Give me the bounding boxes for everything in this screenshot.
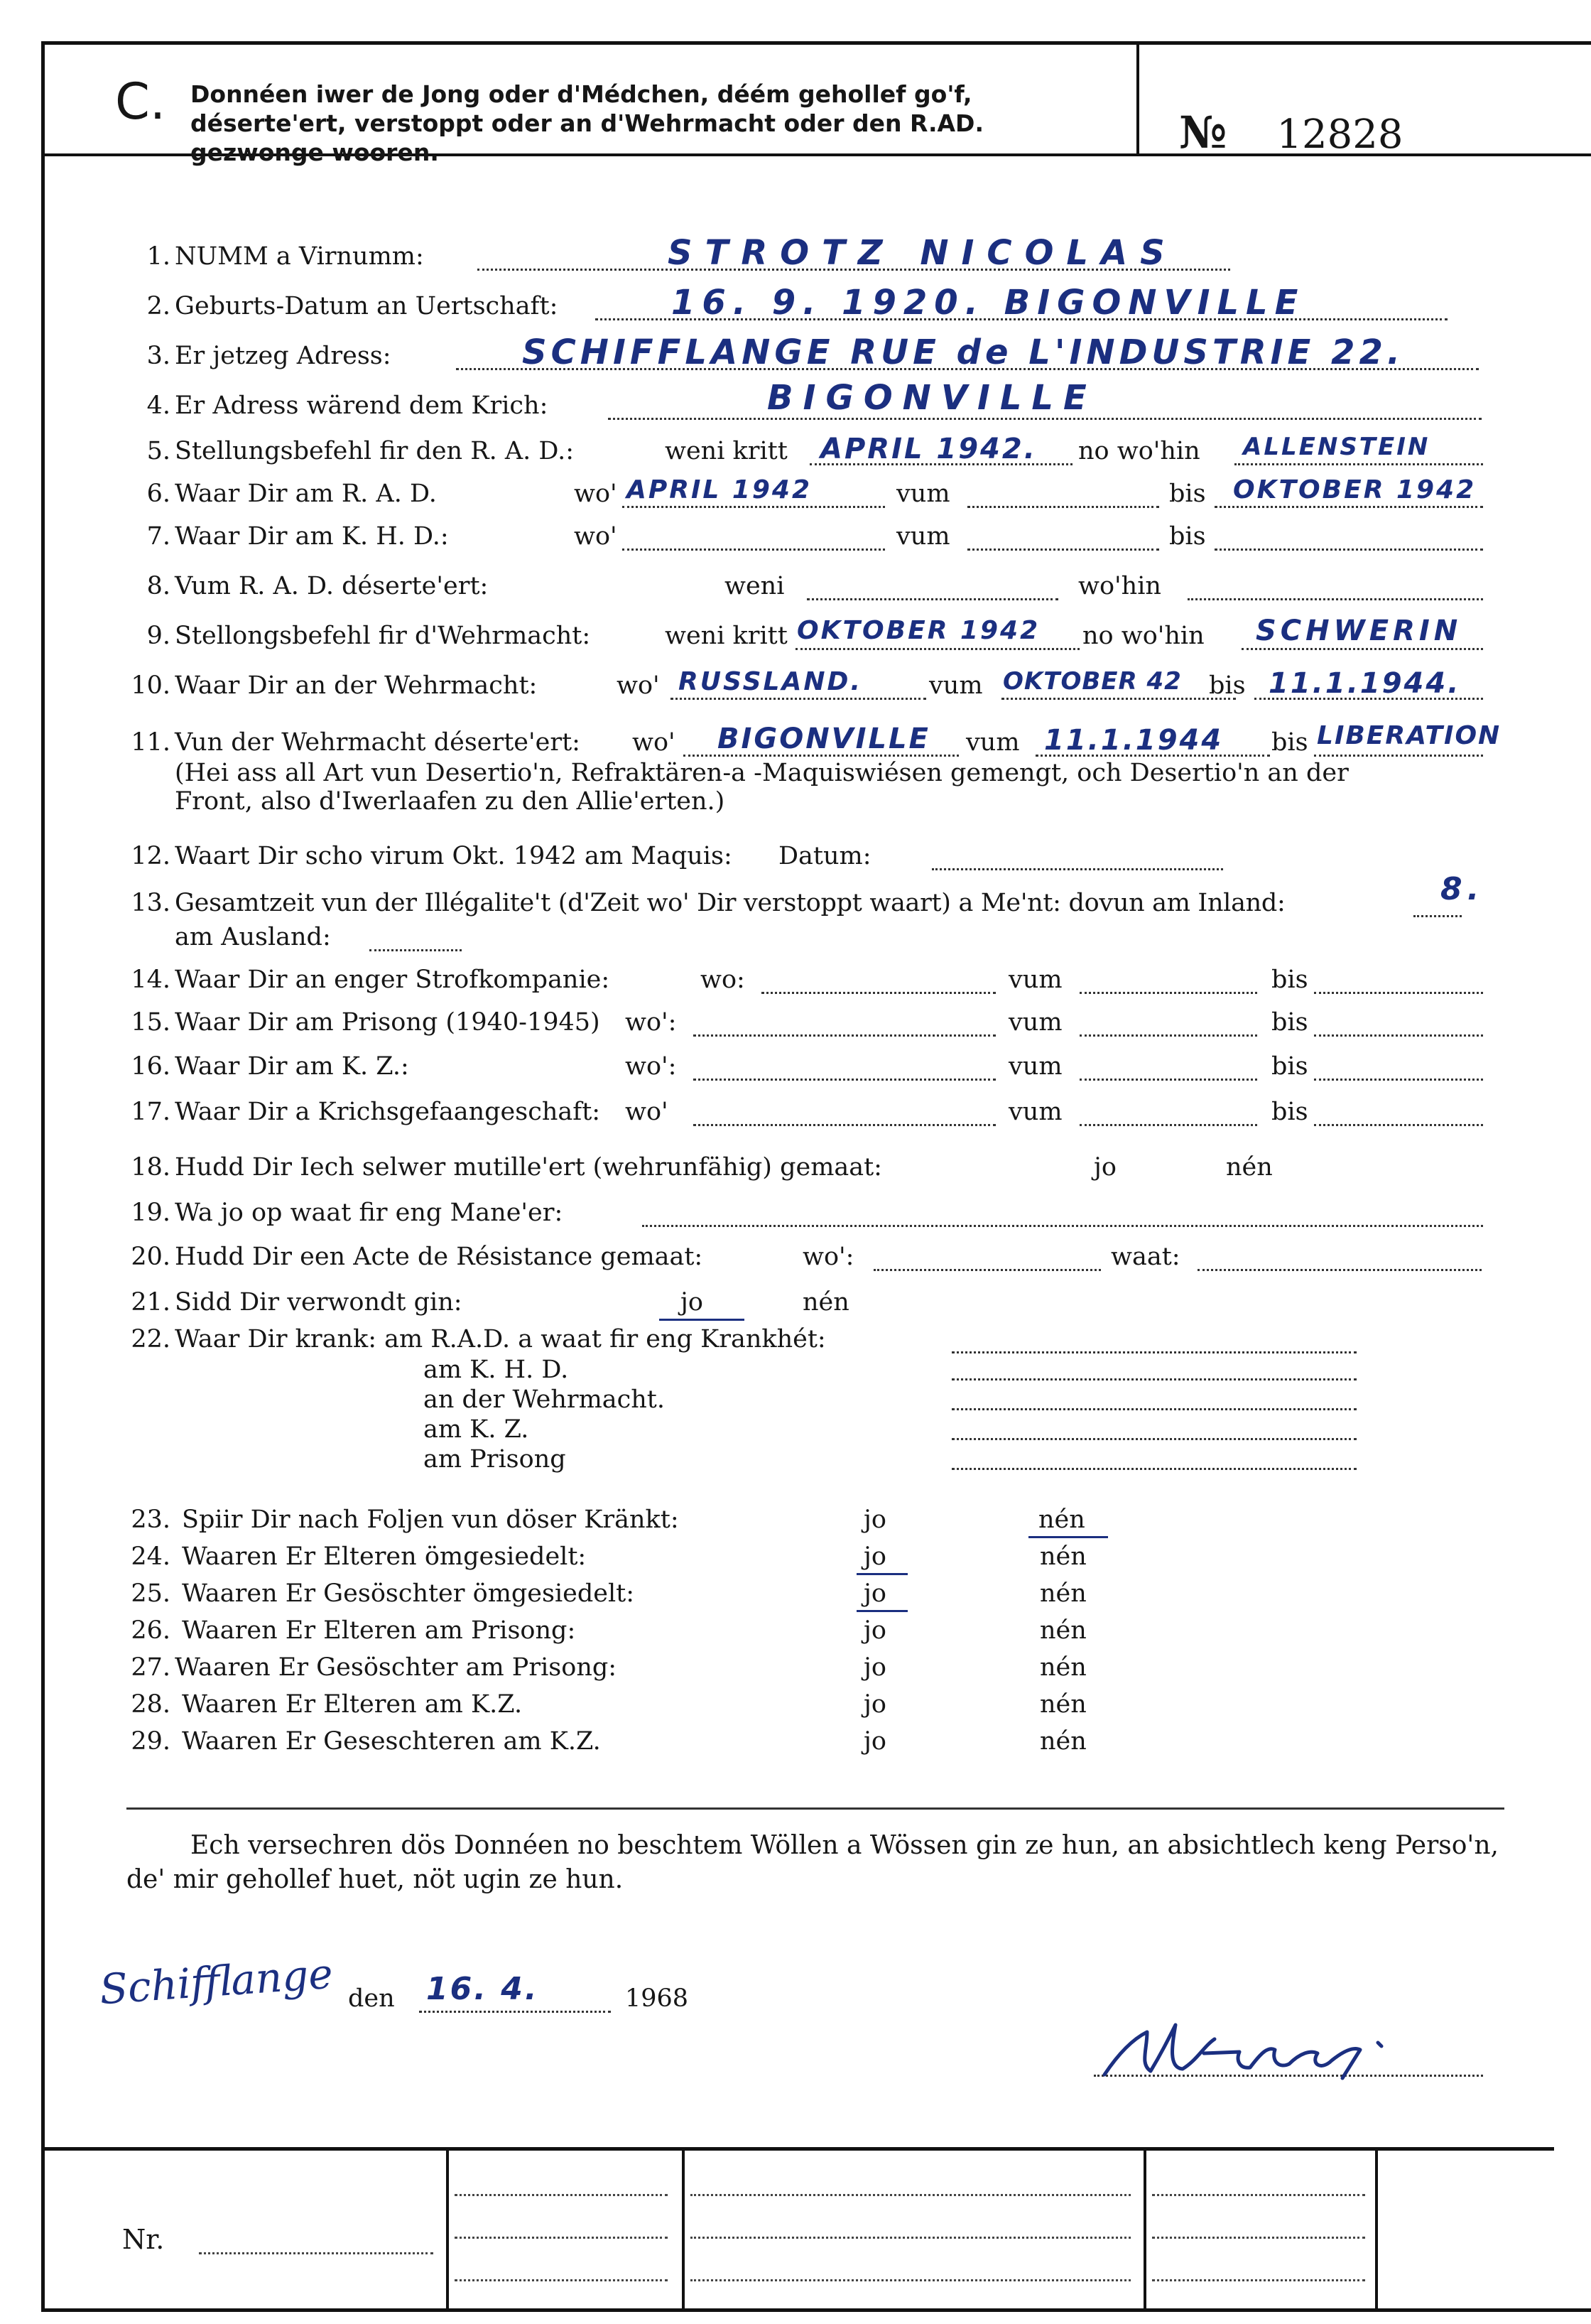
answer-line[interactable] <box>642 1225 1483 1227</box>
row-number: 25. <box>131 1579 170 1608</box>
yes-option[interactable]: jo <box>864 1506 886 1534</box>
field-key: bis <box>1271 1098 1308 1126</box>
form-row-14 <box>0 961 1591 999</box>
war-address-answer: BIGONVILLE <box>767 378 1097 418</box>
field-key: no wo'hin <box>1082 622 1205 650</box>
row-label: Stellongsbefehl fir d'Wehrmacht: <box>175 622 591 650</box>
answer-line[interactable] <box>796 648 1080 650</box>
row-number: 16. <box>131 1052 170 1081</box>
grid-line[interactable] <box>690 2194 1131 2196</box>
field-key: waat: <box>1111 1243 1180 1271</box>
row-label: Vun der Wehrmacht déserte'ert: <box>175 728 580 757</box>
answer-line[interactable] <box>622 548 885 551</box>
no-option[interactable]: nén <box>1040 1542 1087 1571</box>
nr-line[interactable] <box>199 2252 433 2254</box>
form-row-13 <box>0 871 1591 922</box>
field-key: bis <box>1271 1052 1308 1081</box>
year-label: 1968 <box>625 1984 689 2013</box>
row-number: 24. <box>131 1542 170 1571</box>
form-number <box>1179 107 1403 158</box>
form-row-26 <box>0 1611 1591 1650</box>
declaration-text: Ech versechren dös Donnéen no beschtem Wöllen a Wössen gin ze hun, an absichtlech keng Perso'n, de' mir gehollef huet, nöt ugin ze hun. <box>126 1831 1499 1894</box>
grid-line[interactable] <box>690 2237 1131 2239</box>
field-key: bis <box>1169 522 1206 551</box>
field-key: wo: <box>700 966 745 994</box>
form-row-25 <box>0 1574 1591 1613</box>
field-key: vum <box>896 480 950 508</box>
field-key: bis <box>1271 1008 1308 1037</box>
form-row-11 <box>0 723 1591 762</box>
field-key: weni kritt <box>665 437 788 465</box>
row-label: Waar Dir am R. A. D. <box>175 480 437 508</box>
row-number: 22. <box>131 1325 170 1353</box>
answer-line[interactable] <box>1314 755 1483 757</box>
wehrmacht-order-place-answer: SCHWERIN <box>1256 615 1462 647</box>
answer-line[interactable] <box>967 548 1159 551</box>
grid-line[interactable] <box>690 2279 1131 2281</box>
field-key: wo': <box>625 1008 677 1037</box>
form-row-4 <box>0 378 1591 425</box>
number-value: 12828 <box>1276 112 1403 158</box>
row-label: Er jetzeg Adress: <box>175 342 391 370</box>
form-row-6 <box>0 475 1591 513</box>
row-label: Waaren Er Elteren am K.Z. <box>182 1690 523 1719</box>
row-label: Waar Dir a Krichsgefaangeschaft: <box>175 1098 601 1126</box>
form-row-24 <box>0 1537 1591 1576</box>
field-key: weni kritt <box>665 622 788 650</box>
grid-line[interactable] <box>1152 2194 1365 2196</box>
answer-line[interactable] <box>1080 1034 1257 1037</box>
no-option[interactable]: nén <box>1040 1653 1087 1682</box>
row-number: 9. <box>146 622 170 650</box>
row-label: Waar Dir an der Wehrmacht: <box>175 671 538 700</box>
form-row-23 <box>0 1501 1591 1539</box>
field-key: vum <box>896 522 950 551</box>
bottom-rule <box>41 2147 1554 2151</box>
answer-line[interactable] <box>952 1438 1357 1440</box>
no-option[interactable]: nén <box>1040 1690 1087 1719</box>
answer-line[interactable] <box>1314 1034 1483 1037</box>
grid-line[interactable] <box>1152 2237 1365 2239</box>
answer-line[interactable] <box>967 506 1159 508</box>
answer-line[interactable] <box>670 698 926 700</box>
row-label: Wa jo op waat fir eng Mane'er: <box>175 1199 563 1227</box>
answer-line[interactable] <box>952 1408 1357 1410</box>
answer-line[interactable] <box>1234 463 1483 465</box>
grid-divider <box>682 2149 685 2312</box>
yes-option[interactable]: jo <box>864 1616 886 1645</box>
field-key: vum <box>966 728 1020 757</box>
answer-line[interactable] <box>1413 915 1462 917</box>
field-key: wo' <box>632 728 675 757</box>
row-label: am Ausland: <box>175 923 331 951</box>
no-option[interactable]: nén <box>1040 1579 1087 1608</box>
form-row-5 <box>0 432 1591 470</box>
field-key: weni <box>724 572 785 600</box>
row-label: Gesamtzeit vun der Illégalite't (d'Zeit wo' Dir verstoppt waart) a Me'nt: dovun am Inland: <box>175 889 1286 917</box>
no-option[interactable]: nén <box>1226 1153 1273 1182</box>
row-label: Stellungsbefehl fir den R. A. D.: <box>175 437 575 465</box>
form-row-19 <box>0 1194 1591 1232</box>
rad-date-answer: APRIL 1942. <box>820 433 1037 465</box>
row-number: 14. <box>131 966 170 994</box>
field-key: wo' <box>574 522 617 551</box>
row-label: Waaren Er Gesöschter ömgesiedelt: <box>182 1579 635 1608</box>
answer-line[interactable] <box>608 418 1482 420</box>
number-symbol: № <box>1179 107 1227 158</box>
answer-line[interactable] <box>1215 548 1483 551</box>
row-11-note: (Hei ass all Art vun Desertio'n, Refraktären-a -Maquiswiésen gemengt, och Desertio'n an der <box>175 759 1349 787</box>
field-key: vum <box>1009 1008 1063 1037</box>
row-number: 28. <box>131 1690 170 1719</box>
field-key: wo': <box>803 1243 854 1271</box>
row-number: 19. <box>131 1199 170 1227</box>
signature <box>1097 2011 1396 2085</box>
form-row-27 <box>0 1648 1591 1687</box>
row-number: 2. <box>146 292 170 320</box>
birth-answer: 16. 9. 1920. BIGONVILLE <box>671 283 1305 323</box>
row-label: Er Adress wärend dem Krich: <box>175 391 548 420</box>
form-row-1 <box>0 233 1591 276</box>
answer-line[interactable] <box>1080 1079 1257 1081</box>
field-key: wo' <box>574 480 617 508</box>
row-number: 17. <box>131 1098 170 1126</box>
desert-where-answer: BIGONVILLE <box>717 723 930 755</box>
row-11-note: Front, also d'Iwerlaafen zu den Allie'erten.) <box>175 787 725 816</box>
row-label: NUMM a Virnumm: <box>175 242 424 271</box>
answer-line[interactable] <box>1314 1079 1483 1081</box>
row-label: Waaren Er Elteren am Prisong: <box>182 1616 576 1645</box>
form-row-2 <box>0 283 1591 325</box>
grid-divider <box>1375 2149 1378 2312</box>
form-row-12 <box>0 837 1591 875</box>
yes-option[interactable]: jo <box>680 1288 703 1317</box>
row-label: Waar Dir an enger Strofkompanie: <box>175 966 610 994</box>
answer-line[interactable] <box>1314 992 1483 994</box>
answer-line[interactable] <box>622 506 885 508</box>
wehrmacht-from-answer: OKTOBER 42 <box>1003 667 1182 696</box>
yes-option[interactable]: jo <box>864 1690 886 1719</box>
answer-line[interactable] <box>369 949 462 951</box>
grid-divider <box>1144 2149 1146 2312</box>
answer-line[interactable] <box>952 1351 1357 1353</box>
row-label: Sidd Dir verwondt gin: <box>175 1288 462 1317</box>
answer-line[interactable] <box>807 598 1058 600</box>
grid-line[interactable] <box>1152 2279 1365 2281</box>
no-option[interactable]: nén <box>1040 1616 1087 1645</box>
yes-option[interactable]: jo <box>864 1542 886 1571</box>
field-key: bis <box>1271 966 1308 994</box>
field-key: Datum: <box>778 842 871 870</box>
form-row-18 <box>0 1148 1591 1187</box>
field-key: wo': <box>625 1052 677 1081</box>
grid-line[interactable] <box>455 2194 668 2196</box>
row-number: 23. <box>131 1506 170 1534</box>
address-answer: SCHIFFLANGE RUE de L'INDUSTRIE 22. <box>522 333 1405 372</box>
row-label: Hudd Dir een Acte de Résistance gemaat: <box>175 1243 703 1271</box>
answer-line[interactable] <box>693 1079 996 1081</box>
row-number: 11. <box>131 728 170 757</box>
row-label: Waar Dir am K. H. D.: <box>175 522 449 551</box>
row-number: 5. <box>146 437 170 465</box>
yes-option[interactable]: jo <box>864 1579 886 1608</box>
name-answer: STROTZ NICOLAS <box>668 233 1178 273</box>
rad-place-answer: ALLENSTEIN <box>1243 433 1430 461</box>
row-label: Waar Dir am K. Z.: <box>175 1052 409 1081</box>
answer-line[interactable] <box>1215 506 1483 508</box>
form-row-16 <box>0 1047 1591 1086</box>
answer-line[interactable] <box>1188 598 1483 600</box>
field-key: vum <box>929 671 983 700</box>
row-number: 10. <box>131 671 170 700</box>
wehrmacht-until-answer: 11.1.1944. <box>1269 667 1461 700</box>
form-row-3 <box>0 333 1591 375</box>
row-label: Waaren Er Geseschteren am K.Z. <box>182 1727 601 1756</box>
form-row-15 <box>0 1003 1591 1042</box>
section-divider <box>126 1807 1504 1810</box>
field-key: vum <box>1009 1098 1063 1126</box>
grid-line[interactable] <box>455 2279 668 2281</box>
field-key: bis <box>1169 480 1206 508</box>
row-number: 21. <box>131 1288 170 1317</box>
form-title: Donnéen iwer de Jong oder d'Médchen, déém gehollef go'f, déserte'ert, verstoppt oder an d'Wehrmacht oder den R.AD. gezwonge wooren. <box>190 80 984 166</box>
row-label: Geburts-Datum an Uertschaft: <box>175 292 558 320</box>
date-answer: 16. 4. <box>426 1971 539 2007</box>
answer-line[interactable] <box>1314 1124 1483 1126</box>
desert-until-answer: LIBERATION <box>1317 721 1502 750</box>
rad-where-answer: APRIL 1942 <box>626 475 813 504</box>
no-option[interactable]: nén <box>803 1288 849 1317</box>
form-row-22 <box>0 1320 1591 1358</box>
row-number: 7. <box>146 522 170 551</box>
yes-option[interactable]: jo <box>1094 1153 1117 1182</box>
wehrmacht-order-date-answer: OKTOBER 1942 <box>797 616 1041 645</box>
no-option[interactable]: nén <box>1040 1727 1087 1756</box>
illness-sub-label: an der Wehrmacht. <box>423 1385 666 1414</box>
answer-line[interactable] <box>693 1124 996 1126</box>
row-number: 6. <box>146 480 170 508</box>
no-option[interactable]: nén <box>1038 1506 1085 1534</box>
grid-line[interactable] <box>455 2237 668 2239</box>
row-number: 27. <box>131 1653 170 1682</box>
answer-line[interactable] <box>874 1269 1101 1271</box>
yes-option[interactable]: jo <box>864 1653 886 1682</box>
answer-line[interactable] <box>693 1034 996 1037</box>
row-label: Spiir Dir nach Foljen vun döser Kränkt: <box>182 1506 679 1534</box>
nr-label: Nr. <box>122 2224 165 2255</box>
row-label: Waaren Er Elteren ömgesiedelt: <box>182 1542 587 1571</box>
row-label: Waar Dir am Prisong (1940-1945) <box>175 1008 600 1037</box>
grid-divider <box>446 2149 449 2312</box>
form-row-8 <box>0 567 1591 605</box>
form-row-17 <box>0 1093 1591 1131</box>
illness-sub-label: am Prisong <box>423 1445 566 1474</box>
illness-sub-label: am K. Z. <box>423 1415 529 1444</box>
den-label: den <box>348 1984 395 2013</box>
form-row-7 <box>0 517 1591 556</box>
row-label: Vum R. A. D. déserte'ert: <box>175 572 489 600</box>
answer-line[interactable] <box>952 1378 1357 1380</box>
row-label: Waar Dir krank: am R.A.D. a waat fir eng Krankhét: <box>175 1325 826 1353</box>
form-row-13-abroad <box>0 918 1591 956</box>
row-number: 1. <box>146 242 170 271</box>
field-key: bis <box>1209 671 1246 700</box>
answer-line[interactable] <box>1080 1124 1257 1126</box>
form-row-29 <box>0 1722 1591 1761</box>
row-number: 12. <box>131 842 170 870</box>
row-number: 4. <box>146 391 170 420</box>
wehrmacht-where-answer: RUSSLAND. <box>678 667 863 696</box>
field-key: bis <box>1271 728 1308 757</box>
yes-option[interactable]: jo <box>864 1727 886 1756</box>
row-number: 15. <box>131 1008 170 1037</box>
section-letter: C. <box>115 72 166 131</box>
row-number: 29. <box>131 1727 170 1756</box>
answer-line[interactable] <box>1001 698 1236 700</box>
date-line[interactable] <box>419 2011 611 2013</box>
form-row-9 <box>0 617 1591 655</box>
answer-line[interactable] <box>932 868 1223 870</box>
answer-line[interactable] <box>1198 1269 1482 1271</box>
answer-line[interactable] <box>1080 992 1257 994</box>
rad-until-answer: OKTOBER 1942 <box>1233 475 1477 504</box>
row-number: 8. <box>146 572 170 600</box>
row-label: Hudd Dir Iech selwer mutille'ert (wehrunfähig) gemaat: <box>175 1153 882 1182</box>
row-number: 18. <box>131 1153 170 1182</box>
place-answer: Schifflange <box>98 1949 335 2014</box>
row-number: 13. <box>131 889 170 917</box>
row-number: 26. <box>131 1616 170 1645</box>
field-key: wo' <box>617 671 660 700</box>
field-key: wo'hin <box>1078 572 1161 600</box>
field-key: wo' <box>625 1098 668 1126</box>
field-key: vum <box>1009 1052 1063 1081</box>
answer-line[interactable] <box>952 1468 1357 1470</box>
header-divider <box>1136 41 1139 155</box>
answer-line[interactable] <box>1242 648 1483 650</box>
field-key: no wo'hin <box>1078 437 1200 465</box>
form-row-21 <box>0 1283 1591 1322</box>
field-key: vum <box>1009 966 1063 994</box>
row-label: Waart Dir scho virum Okt. 1942 am Maquis: <box>175 842 732 870</box>
row-label: Waaren Er Gesöschter am Prisong: <box>175 1653 617 1682</box>
answer-line[interactable] <box>761 992 996 994</box>
form-row-20 <box>0 1238 1591 1276</box>
illness-sub-label: am K. H. D. <box>423 1356 569 1384</box>
signature-icon <box>1097 2011 1396 2082</box>
row-number: 3. <box>146 342 170 370</box>
form-row-28 <box>0 1685 1591 1724</box>
form-row-10 <box>0 666 1591 705</box>
row-number: 20. <box>131 1243 170 1271</box>
inland-months-answer: 8. <box>1440 871 1484 907</box>
desert-from-answer: 11.1.1944 <box>1044 724 1224 757</box>
